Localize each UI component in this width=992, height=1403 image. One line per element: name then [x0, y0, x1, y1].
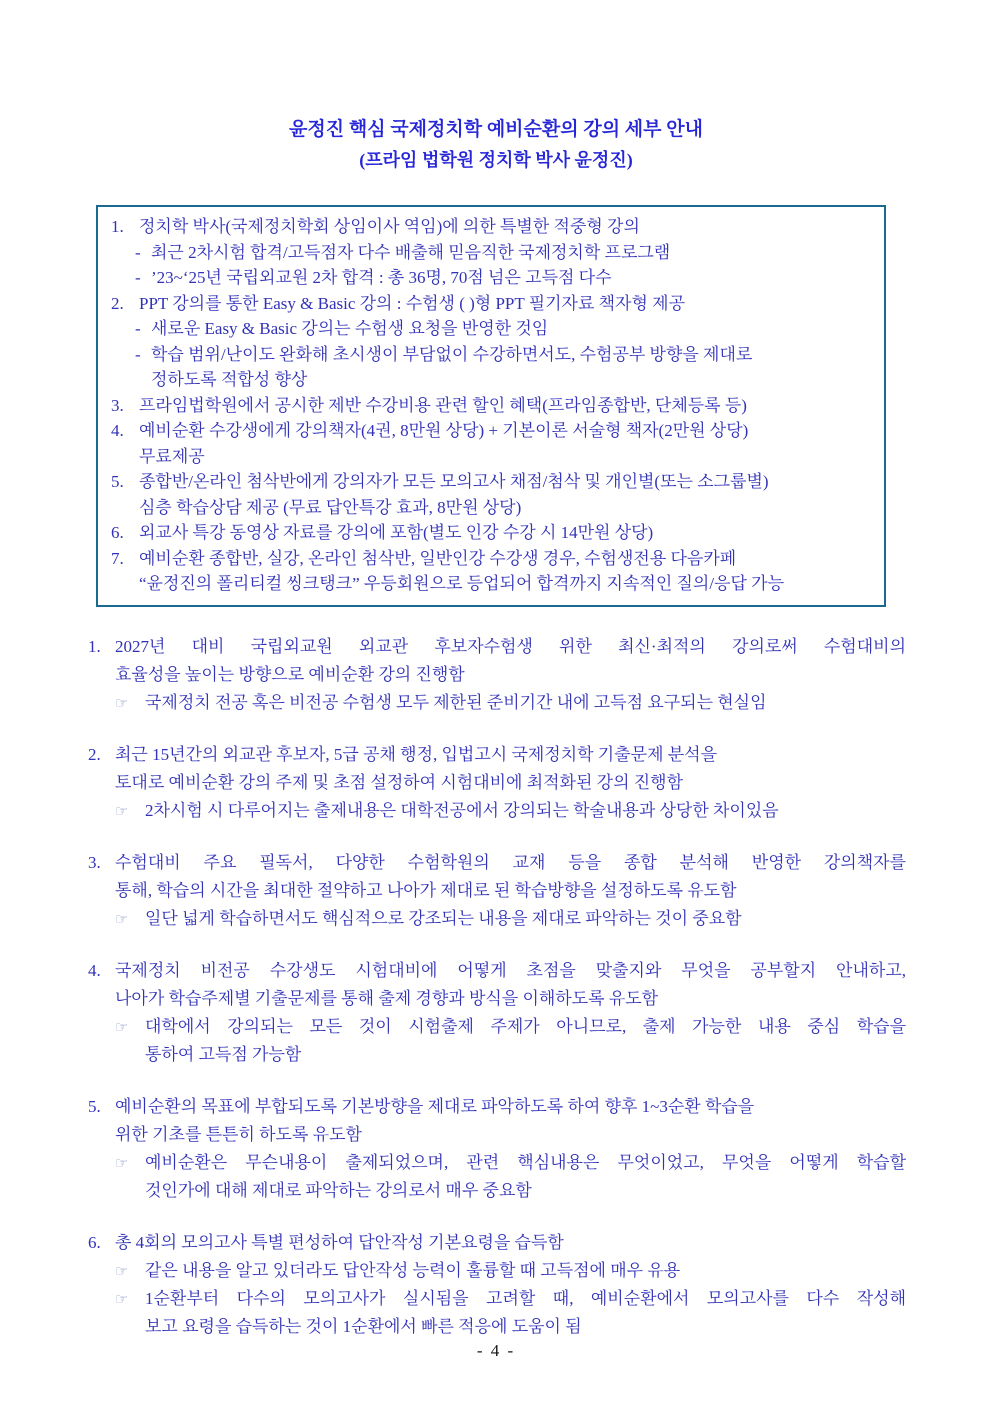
section [88, 1093, 906, 1205]
pointing-hand-icon: ☞ [115, 1153, 129, 1172]
page-title: 윤정진 핵심 국제정치학 예비순환의 강의 세부 안내 [289, 119, 703, 140]
section-line [88, 849, 906, 877]
box-item-line [111, 546, 874, 572]
pointing-hand-icon: ☞ [115, 801, 129, 820]
box-item [111, 418, 874, 469]
note-text: 대학에서 강의되는 모든 것이 시험출제 주제가 아니므로, 출제 가능한 내용 중심 학습을 [145, 1016, 906, 1036]
box-item-line [111, 214, 874, 240]
box-sub-item [111, 240, 874, 266]
section-number: 1. [88, 636, 101, 656]
box-item-number: 4. [111, 421, 124, 440]
box-item-continuation: 심층 학습상담 제공 (무료 답안특강 효과, 8만원 상당) [139, 497, 522, 517]
section-continuation: 위한 기초를 튼튼히 하도록 유도함 [115, 1124, 362, 1144]
note-text: 일단 넓게 학습하면서도 핵심적으로 강조되는 내용을 제대로 파악하는 것이 중요함 [145, 908, 742, 928]
box-item-number: 1. [111, 217, 124, 236]
box-item-line [111, 469, 874, 495]
section-continuation: 나아가 학습주제별 기출문제를 통해 출제 경향과 방식을 이해하도록 유도함 [115, 988, 659, 1008]
box-item-continuation: “윤정진의 폴리티컬 씽크탱크” 우등회원으로 등업되어 합격까지 지속적인 질의/응답 가능 [139, 574, 785, 593]
box-item-line [111, 393, 874, 419]
section-continuation: 토대로 예비순환 강의 주제 및 초점 설정하여 시험대비에 최적화된 강의 진행함 [115, 772, 684, 792]
box-sub-text: 최근 2차시험 합격/고득점자 다수 배출해 믿음직한 국제정치학 프로그램 [151, 242, 671, 262]
box-item [111, 214, 874, 291]
note-line [88, 797, 906, 825]
section [88, 633, 906, 717]
box-item [111, 393, 874, 419]
box-item-text: 예비순환 수강생에게 강의책자(4권, 8만원 상당) + 기본이론 서술형 책자(2만원 상당) [139, 421, 749, 440]
section [88, 1229, 906, 1341]
box-sub-item [111, 316, 874, 342]
section-text: 예비순환의 목표에 부합되도록 기본방향을 제대로 파악하도록 하여 향후 1~3순환 학습을 [115, 1096, 755, 1116]
box-item-text: 외교사 특강 동영상 자료를 강의에 포함(별도 인강 수강 시 14만원 상당) [139, 523, 654, 542]
note-line [88, 905, 906, 933]
note-continuation: 보고 요령을 습득하는 것이 1순환에서 빠른 적응에 도움이 됨 [145, 1316, 582, 1336]
page-footer [0, 1341, 992, 1361]
section [88, 849, 906, 933]
box-item-number: 5. [111, 472, 124, 491]
box-item [111, 291, 874, 393]
box-item [111, 546, 874, 597]
section-text: 최근 15년간의 외교관 후보자, 5급 공채 행정, 입법고시 국제정치학 기출문제 분석을 [115, 744, 718, 764]
box-item-number: 6. [111, 523, 124, 542]
box-sub-item [111, 265, 874, 291]
note-continuation: 통하여 고득점 가능함 [145, 1044, 302, 1064]
box-item-text: 종합반/온라인 첨삭반에게 강의자가 모든 모의고사 채점/첨삭 및 개인별(또는 소그룹별) [139, 472, 769, 491]
box-item-text: 프라임법학원에서 공시한 제반 수강비용 관련 할인 혜택(프라임종합반, 단체등록 등) [139, 395, 747, 415]
dash-marker: - [135, 268, 141, 287]
section-number: 6. [88, 1232, 101, 1252]
section-continuation: 효율성을 높이는 방향으로 예비순환 강의 진행함 [115, 664, 465, 684]
dash-marker: - [135, 344, 141, 364]
box-item-line [111, 520, 874, 546]
box-sub-text: ’23~‘25년 국립외교원 2차 합격 : 총 36명, 70점 넘은 고득점 다수 [151, 268, 612, 287]
pointing-hand-icon: ☞ [115, 693, 129, 712]
note-line [88, 1257, 906, 1285]
page-number: - 4 - [476, 1340, 516, 1360]
page-subtitle: (프라임 법학원 정치학 박사 윤정진) [359, 150, 633, 170]
description-sections [88, 633, 906, 1341]
note-line [88, 1285, 906, 1313]
box-sub-text: 학습 범위/난이도 완화해 초시생이 부담없이 수강하면서도, 수험공부 방향을 제대로 [151, 344, 753, 364]
section [88, 741, 906, 825]
pointing-hand-icon: ☞ [115, 909, 129, 928]
box-item-number: 7. [111, 548, 124, 568]
note-text: 같은 내용을 알고 있더라도 답안작성 능력이 훌륭할 때 고득점에 매우 유용 [145, 1260, 681, 1280]
box-sub-continuation: 정하도록 적합성 향상 [151, 370, 308, 389]
section-number: 3. [88, 852, 101, 872]
note-continuation: 것인가에 대해 제대로 파악하는 강의로서 매우 중요함 [145, 1180, 532, 1200]
section-text: 수험대비 주요 필독서, 다양한 수험학원의 교재 등을 종합 분석해 반영한 강의책자를 [115, 852, 906, 872]
section-line [88, 633, 906, 661]
section-text: 국제정치 비전공 수강생도 시험대비에 어떻게 초점을 맞출지와 무엇을 공부할지 안내하고, [115, 960, 906, 980]
box-item-text: 정치학 박사(국제정치학회 상임이사 역임)에 의한 특별한 적중형 강의 [139, 217, 640, 236]
box-item-continuation: 무료제공 [139, 446, 205, 466]
section [88, 957, 906, 1069]
section-text: 총 4회의 모의고사 특별 편성하여 답안작성 기본요령을 습득함 [115, 1232, 564, 1252]
box-item-line [111, 291, 874, 317]
section-line [88, 957, 906, 985]
note-text: 국제정치 전공 혹은 비전공 수험생 모두 제한된 준비기간 내에 고득점 요구되는 현실임 [145, 692, 767, 712]
note-text: 1순환부터 다수의 모의고사가 실시됨을 고려할 때, 예비순환에서 모의고사를 다수 작성해 [145, 1288, 906, 1308]
box-sub-text: 새로운 Easy & Basic 강의는 수험생 요청을 반영한 것임 [151, 319, 549, 338]
section-line [88, 1229, 906, 1257]
box-item [111, 469, 874, 520]
section-number: 4. [88, 960, 101, 980]
section-line [88, 1093, 906, 1121]
note-line [88, 1013, 906, 1041]
section-continuation: 통해, 학습의 시간을 최대한 절약하고 나아가 제대로 된 학습방향을 설정하도록 유도함 [115, 880, 737, 900]
pointing-hand-icon: ☞ [115, 1017, 129, 1036]
box-item-text: 예비순환 종합반, 실강, 온라인 첨삭반, 일반인강 수강생 경우, 수험생전용 다음카페 [139, 548, 737, 568]
box-item [111, 520, 874, 546]
section-line [88, 741, 906, 769]
pointing-hand-icon: ☞ [115, 1261, 129, 1280]
box-item-text: PPT 강의를 통한 Easy & Basic 강의 : 수험생 ( )형 PPT 필기자료 책자형 제공 [139, 293, 685, 313]
section-text: 2027년 대비 국립외교원 외교관 후보자수험생 위한 최신·최적의 강의로써 수험대비의 [115, 636, 906, 656]
note-line [88, 1149, 906, 1177]
box-item-line [111, 418, 874, 444]
section-number: 2. [88, 744, 101, 764]
note-text: 2차시험 시 다루어지는 출제내용은 대학전공에서 강의되는 학술내용과 상당한 차이있음 [145, 800, 779, 820]
course-info-box [96, 205, 886, 607]
note-text: 예비순환은 무슨내용이 출제되었으며, 관련 핵심내용은 무엇이었고, 무엇을 어떻게 학습할 [145, 1152, 906, 1172]
section-number: 5. [88, 1096, 101, 1116]
document-header [0, 0, 992, 176]
pointing-hand-icon: ☞ [115, 1289, 129, 1308]
dash-marker: - [135, 319, 141, 338]
box-item-number: 3. [111, 395, 124, 415]
box-sub-item [111, 342, 874, 368]
note-line [88, 689, 906, 717]
dash-marker: - [135, 242, 141, 262]
box-item-number: 2. [111, 293, 124, 313]
